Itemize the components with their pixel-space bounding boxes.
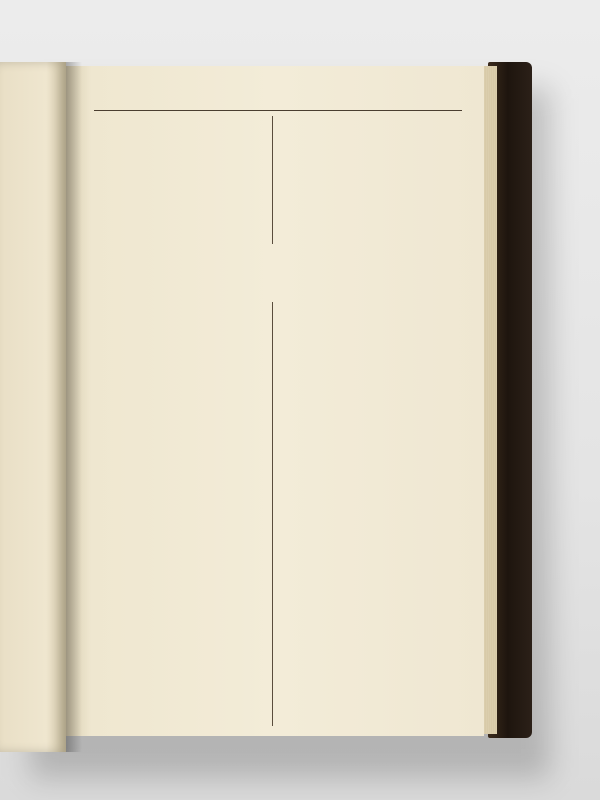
right-page — [66, 66, 484, 736]
top-column-rule — [272, 116, 273, 244]
body-column-rule — [272, 302, 273, 726]
page-gutter — [66, 62, 82, 752]
running-head — [94, 94, 462, 108]
left-running-head — [4, 98, 24, 108]
left-page — [0, 62, 66, 752]
header-rule — [94, 110, 462, 111]
